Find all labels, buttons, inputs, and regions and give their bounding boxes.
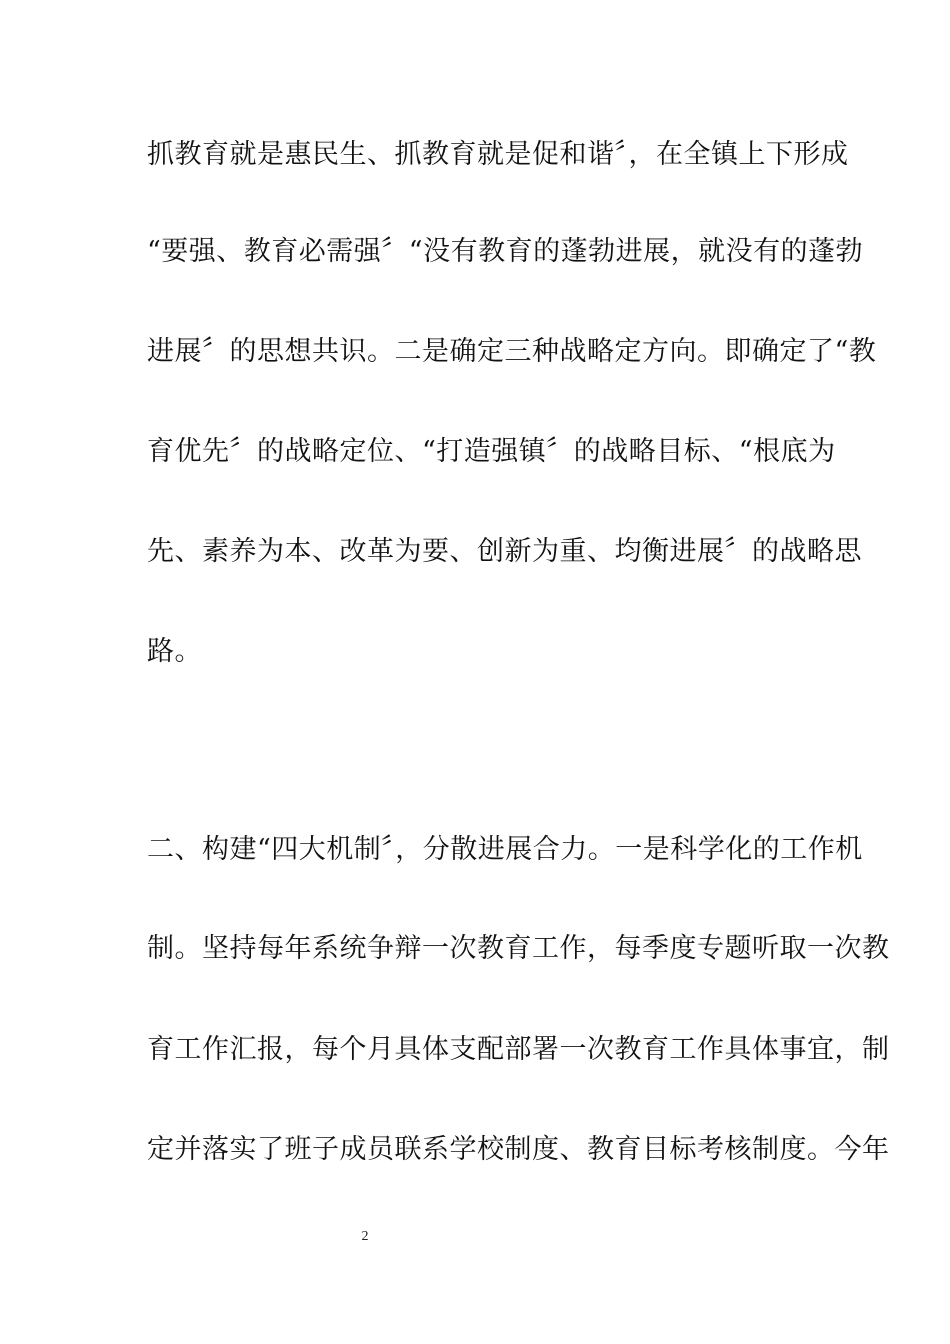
paragraph-line-9: 育工作汇报，每个月具体支配部署一次教育工作具体事宜，制 [147, 1034, 890, 1065]
paragraph-line-8: 制。坚持每年系统争辩一次教育工作，每季度专题听取一次教 [147, 933, 890, 964]
paragraph-line-2: “要强、教育必需强〞“没有教育的蓬勃进展，就没有的蓬勃 [147, 236, 864, 267]
paragraph-line-1: 抓教育就是惠民生、抓教育就是促和谐〞，在全镇上下形成 [147, 139, 849, 170]
paragraph-line-6: 路。 [147, 636, 202, 667]
paragraph-line-3: 进展〞的思想共识。二是确定三种战略定方向。即确定了“教 [147, 336, 877, 367]
paragraph-line-10: 定并落实了班子成员联系学校制度、教育目标考核制度。今年 [147, 1134, 890, 1165]
section-heading-line: 二、构建“四大机制〞，分散进展合力。一是科学化的工作机 [147, 834, 863, 865]
page-number: 2 [361, 1229, 369, 1244]
paragraph-line-4: 育优先〞的战略定位、“打造强镇〞的战略目标、“根底为 [147, 436, 836, 467]
paragraph-line-5: 先、素养为本、改革为要、创新为重、均衡进展〞的战略思 [147, 536, 862, 567]
